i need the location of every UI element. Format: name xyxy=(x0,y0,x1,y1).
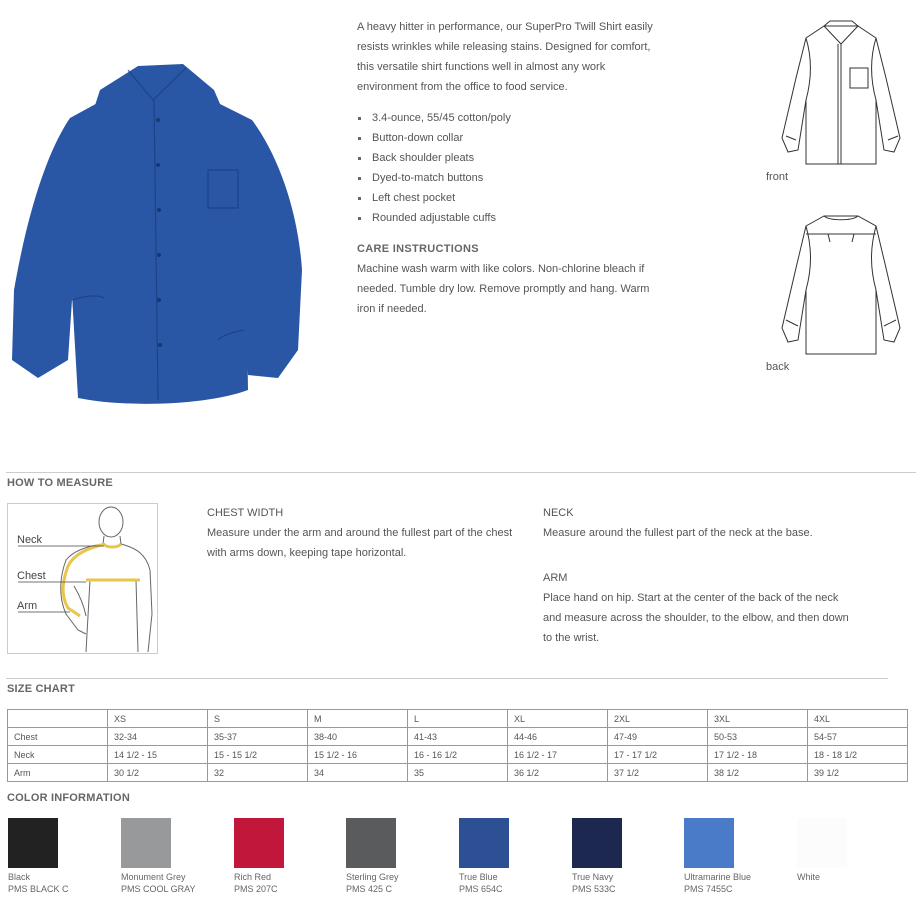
neck-line: Measure around the fullest part of the neck at the base. xyxy=(543,527,813,539)
arm-line: Place hand on hip. Start at the center of the back of the neck xyxy=(543,592,839,604)
arm-text xyxy=(543,588,873,648)
table-cell: 16 - 16 1/2 xyxy=(408,746,508,764)
table-cell: 44-46 xyxy=(508,728,608,746)
feature-item: Button-down collar xyxy=(357,128,657,148)
care-instructions-title: CARE INSTRUCTIONS xyxy=(357,243,479,255)
chest-width-title: CHEST WIDTH xyxy=(207,507,284,519)
description-line: environment from the office to food service. xyxy=(357,81,568,93)
arm-title: ARM xyxy=(543,572,568,584)
table-cell: 16 1/2 - 17 xyxy=(508,746,608,764)
size-chart-title: SIZE CHART xyxy=(7,683,75,695)
row-label-arm: Arm xyxy=(8,764,108,782)
product-photo xyxy=(8,60,306,410)
swatch-box[interactable] xyxy=(346,818,396,868)
front-view-label: front xyxy=(766,171,789,183)
neck-text xyxy=(543,523,863,543)
size-header-cell: L xyxy=(408,710,508,728)
size-header-cell: 3XL xyxy=(708,710,808,728)
feature-item: 3.4-ounce, 55/45 cotton/poly xyxy=(357,108,657,128)
size-chart-table xyxy=(7,709,908,782)
color-swatch[interactable] xyxy=(121,818,196,895)
swatch-name: Monument Grey xyxy=(121,872,186,882)
swatch-pms: PMS 207C xyxy=(234,884,278,894)
table-cell: 35 xyxy=(408,764,508,782)
table-row xyxy=(8,746,908,764)
chest-width-text xyxy=(207,523,527,563)
table-cell: 54-57 xyxy=(808,728,908,746)
swatch-name: Black xyxy=(8,872,31,882)
swatch-pms: PMS BLACK C xyxy=(8,884,69,894)
table-cell: 38-40 xyxy=(308,728,408,746)
description-line: resists wrinkles while releasing stains. Designed for comfort, xyxy=(357,41,651,53)
color-swatch[interactable] xyxy=(797,818,847,883)
swatch-box[interactable] xyxy=(8,818,58,868)
description-line: this versatile shirt functions well in almost any work xyxy=(357,61,606,73)
feature-item: Dyed-to-match buttons xyxy=(357,168,657,188)
size-header-row xyxy=(8,710,908,728)
measure-figure xyxy=(7,503,158,654)
color-swatch[interactable] xyxy=(684,818,751,895)
swatch-box[interactable] xyxy=(684,818,734,868)
size-header-cell: 4XL xyxy=(808,710,908,728)
chest-width-line: Measure under the arm and around the fullest part of the chest xyxy=(207,527,513,539)
front-line-drawing xyxy=(778,18,904,168)
care-instructions-text xyxy=(357,259,677,319)
arm-line: to the wrist. xyxy=(543,632,600,644)
table-cell: 36 1/2 xyxy=(508,764,608,782)
color-swatch[interactable] xyxy=(234,818,284,895)
swatch-pms: PMS 425 C xyxy=(346,884,393,894)
divider xyxy=(6,678,888,679)
table-cell: 14 1/2 - 15 xyxy=(108,746,208,764)
care-line: iron if needed. xyxy=(357,303,427,315)
row-label-neck: Neck xyxy=(8,746,108,764)
color-swatch[interactable] xyxy=(346,818,399,895)
table-row xyxy=(8,728,908,746)
back-view-label: back xyxy=(766,361,790,373)
swatch-box[interactable] xyxy=(572,818,622,868)
swatch-name: Sterling Grey xyxy=(346,872,399,882)
feature-item: Left chest pocket xyxy=(357,188,657,208)
color-swatch[interactable] xyxy=(459,818,509,895)
size-header-cell: XL xyxy=(508,710,608,728)
color-swatch[interactable] xyxy=(8,818,69,895)
feature-list xyxy=(357,108,657,228)
divider xyxy=(6,472,916,473)
figure-label-neck: Neck xyxy=(17,534,43,546)
swatch-name: Ultramarine Blue xyxy=(684,872,752,882)
swatch-box[interactable] xyxy=(234,818,284,868)
figure-label-arm: Arm xyxy=(17,600,38,612)
table-cell: 17 1/2 - 18 xyxy=(708,746,808,764)
table-cell: 18 - 18 1/2 xyxy=(808,746,908,764)
table-cell: 34 xyxy=(308,764,408,782)
table-cell: 47-49 xyxy=(608,728,708,746)
table-cell: 32-34 xyxy=(108,728,208,746)
table-cell: 37 1/2 xyxy=(608,764,708,782)
figure-label-chest: Chest xyxy=(17,570,46,582)
size-header-cell: S xyxy=(208,710,308,728)
swatch-box[interactable] xyxy=(459,818,509,868)
swatch-box[interactable] xyxy=(797,818,847,868)
chest-width-line: with arms down, keeping tape horizontal. xyxy=(207,547,407,559)
table-cell: 38 1/2 xyxy=(708,764,808,782)
feature-item: Back shoulder pleats xyxy=(357,148,657,168)
swatch-box[interactable] xyxy=(121,818,171,868)
care-line: needed. Tumble dry low. Remove promptly and hang. Warm xyxy=(357,283,650,295)
swatch-pms: PMS COOL GRAY xyxy=(121,884,196,894)
size-header-cell: M xyxy=(308,710,408,728)
swatch-name: True Blue xyxy=(459,872,498,882)
arm-line: and measure across the shoulder, to the elbow, and then down xyxy=(543,612,849,624)
row-label-chest: Chest xyxy=(8,728,108,746)
swatch-name: White xyxy=(797,872,821,882)
table-cell: 35-37 xyxy=(208,728,308,746)
care-line: Machine wash warm with like colors. Non-chlorine bleach if xyxy=(357,263,645,275)
swatch-name: True Navy xyxy=(572,872,614,882)
table-cell: 32 xyxy=(208,764,308,782)
description-line: A heavy hitter in performance, our SuperPro Twill Shirt easily xyxy=(357,21,653,33)
feature-item: Rounded adjustable cuffs xyxy=(357,208,657,228)
table-cell: 41-43 xyxy=(408,728,508,746)
swatch-pms: PMS 654C xyxy=(459,884,503,894)
table-cell: 39 1/2 xyxy=(808,764,908,782)
back-line-drawing xyxy=(778,208,904,358)
size-header-empty xyxy=(8,710,108,728)
swatch-pms: PMS 533C xyxy=(572,884,616,894)
swatch-pms: PMS 7455C xyxy=(684,884,733,894)
table-cell: 30 1/2 xyxy=(108,764,208,782)
table-cell: 15 - 15 1/2 xyxy=(208,746,308,764)
color-swatch[interactable] xyxy=(572,818,622,895)
size-header-cell: 2XL xyxy=(608,710,708,728)
table-cell: 50-53 xyxy=(708,728,808,746)
how-to-measure-title: HOW TO MEASURE xyxy=(7,477,113,489)
size-header-cell: XS xyxy=(108,710,208,728)
neck-title: NECK xyxy=(543,507,574,519)
product-description xyxy=(357,17,677,97)
table-cell: 17 - 17 1/2 xyxy=(608,746,708,764)
swatch-name: Rich Red xyxy=(234,872,272,882)
color-information-title: COLOR INFORMATION xyxy=(7,792,130,804)
table-cell: 15 1/2 - 16 xyxy=(308,746,408,764)
table-row xyxy=(8,764,908,782)
